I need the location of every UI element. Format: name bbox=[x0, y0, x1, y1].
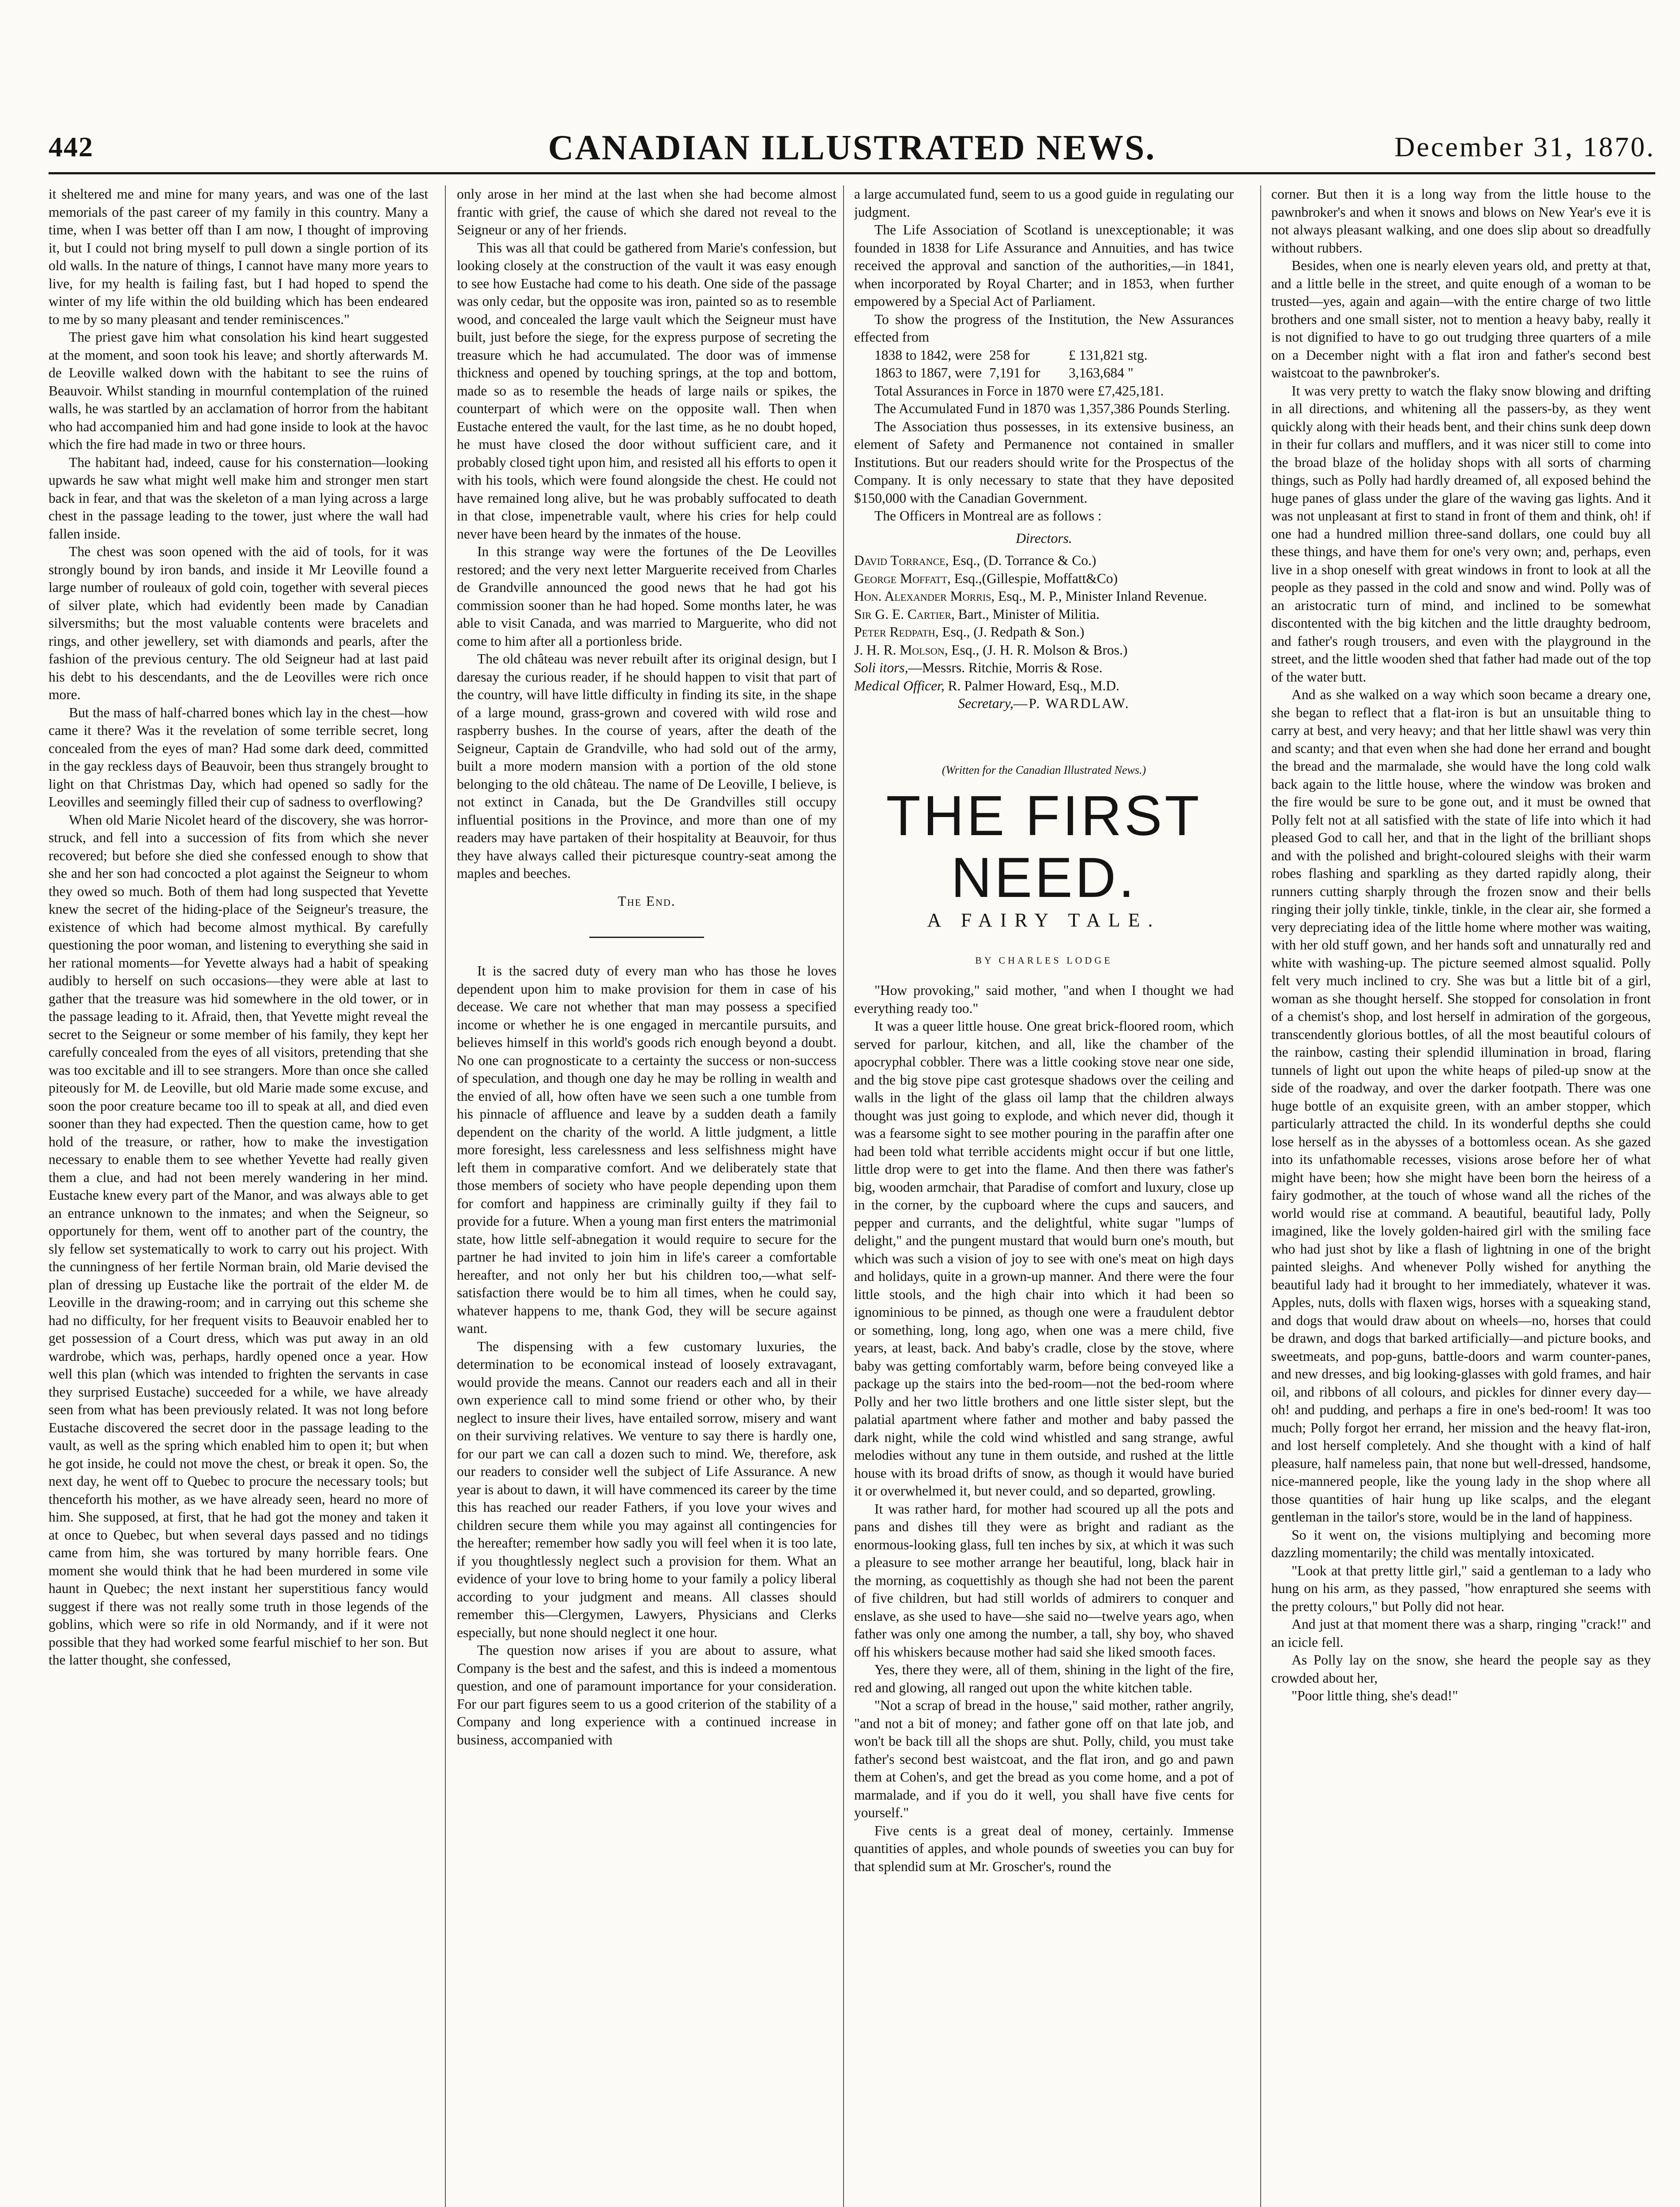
article-paragraph: It is the sacred duty of every man who has those he loves dependent upon him to make provision for them in case of his decease. We care not whether that man may possess a specified income or whether he is one engaged in mercantile pursuits, and believes himself in this world's goods rich enough beyond a doubt. No one can prognosticate to a certainty the success or non-success of speculation, and though one day he may be rolling in wealth and the envied of all, how often have we seen such a one tumble from his pinnacle of affluence and leave by a sudden death a family dependent on the charity of the world. A little judgment, a little more foresight, less carelessness and less selfishness might have left them in comparative comfort. And we deliberately state that those members of society who have people depending upon them for comfort and happiness are criminally guilty if they fail to provide for a future. When a young man first enters the matrimonial state, how little self-abnegation it would require to secure for the partner he had invited to join him in life's career a comfortable hereafter, and not only her but his children too,—what self-satisfaction there would be to him all times, when he could say, whatever happens to me, thank God, they will be secure against want. bbox=[457, 963, 836, 1336]
story-title: THE FIRST NEED. bbox=[886, 784, 1202, 909]
story-paragraph: This was all that could be gathered from Marie's confession, but looking closely at the construction of the vault it was easy enough to see how Eustache had come to his death. One side of the passage was only cedar, but the opposite was iron, painted so as to resemble wood, and concealed the large vault which the Seigneur must have built, just before the siege, for the express purpose of secreting the treasure which he had accumulated. The door was of immense thickness and opened by touching springs, at the top and bottom, made so as to resemble the heads of large nails or spikes, the counterpart of which were on the opposite wall. Then when Eustache entered the vault, for the last time, as he no doubt hoped, he must have closed the door without sufficient care, and it probably closed tight upon him, and resisted all his efforts to open it with his tools, which were found alongside the chest. He could not have remained long alive, but he was probably suffocated to death in that close, impenetrable vault, where his cries for help could never have been heard by the inmates of the house. bbox=[457, 240, 836, 542]
paper-title: CANADIAN ILLUSTRATED NEWS. bbox=[548, 128, 1156, 167]
officer-entry bbox=[854, 659, 1234, 677]
the-end-label: The End. bbox=[618, 893, 676, 909]
article-paragraph: The Officers in Montreal are as follows : bbox=[874, 508, 1102, 524]
story-paragraph: And just at that moment there was a sharp, ringing "crack!" and an icicle fell. bbox=[1271, 1616, 1651, 1650]
column-4 bbox=[1271, 185, 1651, 2207]
story-paragraph: "Poor little thing, she's dead!" bbox=[1292, 1688, 1458, 1703]
director-name: Peter Redpath, bbox=[854, 624, 939, 640]
column-1 bbox=[49, 185, 428, 2207]
section-divider bbox=[589, 937, 704, 938]
assurance-years: 1863 to 1867, were bbox=[874, 365, 982, 380]
column-rule bbox=[1260, 185, 1261, 2207]
article-paragraph: To show the progress of the Institution, the New Assurances effected from bbox=[854, 311, 1234, 345]
director-entry bbox=[854, 641, 1234, 659]
story-paragraph: As Polly lay on the snow, she heard the people say as they crowded about her, bbox=[1271, 1652, 1651, 1686]
assurance-amount: £ 131,821 stg. bbox=[1069, 347, 1148, 363]
officer-detail: —Messrs. Ritchie, Morris & Rose. bbox=[908, 660, 1103, 675]
story-paragraph: Yes, there they were, all of them, shining in the light of the fire, red and glowing, all ranged out upon the white kitchen table. bbox=[854, 1662, 1234, 1695]
story-paragraph: It was very pretty to watch the flaky snow blowing and drifting in all directions, and whitening all the passers-by, as they went quickly along with their heads bent, and their chins sunk deep down in their fur collars and mufflers, and it was nicer still to come into the broad blaze of the holiday shops with all sorts of charming things, such as Polly had hardly dreamed of, all exposed behind the huge panes of glass under the glare of the waving gas lights. And it was not unpleasant at first to stand in front of them and think, oh! if one had a hundred million three-sand dollars, one could buy all these things, and have them for one's very own; and, perhaps, even live in a shop oneself with great windows in front to look at all the people as they passed in the cold and snow and wind. Polly was of an aristocratic turn of mind, and inclined to be somewhat discontented with the big kitchen and the little draughty bedroom, and father's rough trousers, and even with the playground in the street, and the little wooden shed that father had made out of the top of the water butt. bbox=[1271, 383, 1651, 685]
story-paragraph: only arose in her mind at the last when she had become almost frantic with grief, the cause of which she dared not reveal to the Seigneur or any of her friends. bbox=[457, 186, 836, 237]
story-paragraph: When old Marie Nicolet heard of the discovery, she was horror-struck, and fell into a succession of fits from which she never recovered; but before she died she confessed enough to show that she and her son had concocted a plot against the Seigneur to whom they owed so much. Both of them had long suspected that Yevette knew the secret of the hiding-place of the Seigneur's treasure, the existence of which had become almost mythical. By carefully questioning the poor woman, and listening to everything she said in her rational moments—for Yevette always had a habit of speaking audibly to herself on such occasions—they were able at last to gather that the treasure was hid somewhere in the old tower, or in the passage leading to it. Afraid, then, that Yevette might reveal the secret to the Seigneur or some member of his family, they kept her carefully concealed from the eyes of all visitors, pretending that she was too excitable and ill to see strangers. More than once she called piteously for M. de Leoville, but old Marie made some excuse, and soon the poor creature became too ill to speak at all, and died even sooner than they had expected. Then the question came, how to get hold of the treasure, or rather, how to make the investigation necessary to enable them to see whether Yevette had really given them a clue, and had not been merely wandering in her mind. Eustache knew every part of the Manor, and was always able to get an entrance unknown to the inmates; and when the Seigneur, so opportunely for them, went off to another part of the country, the sly fellow set systematically to work to carry out his project. With the cunningness of her fertile Norman brain, old Marie devised the plan of dressing up Eustache like the portrait of the elder M. de Leoville in the drawing-room; and in carrying out this scheme she had no difficulty, for her frequent visits to Beauvoir enabled her to get possession of a Court dress, which was put away in an old wardrobe, which was, perhaps, hardly opened once a year. How well this plan (which was intended to frighten the servants in case they surprised Eustache) succeeded for a while, we have already seen from what has been previously related. It was not long before Eustache discovered the secret door in the passage leading to the vault, as well as the spring which enabled him to open it; but when he got inside, he could not move the chest, or break it open. So, the next day, he went off to Quebec to procure the necessary tools; but thenceforth his mother, as we have already seen, heard no more of him. She supposed, at first, that he had got the money and taken it at once to Quebec, but when several days passed and no tidings came from him, she was tortured by many horrible fears. One moment she would think that he had been murdered in some vile haunt in Quebec; the next instant her superstitious fancy would suggest if there was not really some truth in those legends of the goblins, which were so rife in old Normandy, and if it were not possible that they had worked some fearful mischief to her son. But the latter thought, she confessed, bbox=[49, 812, 428, 1668]
column-2 bbox=[457, 185, 836, 2207]
story-paragraph: "Not a scrap of bread in the house," said mother, rather angrily, "and not a bit of money; and father gone off on that late job, and won't be back till all the shops are shut. Polly, child, you must take father's second best waistcoat, and the flat iron, and go and pawn them at Cohen's, and get the bread as you come home, and a pot of marmalade, and if you do it well, you shall have five cents for yourself." bbox=[854, 1698, 1234, 1820]
story-paragraph: It was rather hard, for mother had scoured up all the pots and pans and dishes till they were as bright and radiant as the enormous-looking glass, full ten inches by six, at which it was such a pleasure to see mother arrange her beautiful, long, black hair in the morning, as coquettishly as though she had not been the parent of five children, but had still worlds of admirers to conquer and enslave, as she used to have—she said no—twelve years ago, when father was only one among the number, a tall, shy boy, who shaved off his whiskers because mother had said she liked smooth faces. bbox=[854, 1501, 1234, 1660]
director-detail: Esq., (D. Torrance & Co.) bbox=[952, 553, 1096, 568]
officer-role: Medical Officer, bbox=[854, 678, 945, 693]
story-paragraph: So it went on, the visions multiplying and becoming more dazzling momentarily; the child was mentally intoxicated. bbox=[1271, 1527, 1651, 1560]
column-3 bbox=[854, 185, 1234, 2207]
director-entry bbox=[854, 623, 1234, 641]
story-paragraph: The chest was soon opened with the aid of tools, for it was strongly bound by iron bands, and inside it Mr Leoville found a large number of rouleaux of gold coin, together with several pieces of silver plate, which had evidently been made by Canadian silversmiths; but the most valuable contents were bracelets and rings, and other jewellery, set with diamonds and pearls, after the fashion of the previous century. The old Seigneur had at last paid his debt to his descendants, and the de Leovilles were rich once more. bbox=[49, 544, 428, 702]
director-name: Sir G. E. Cartier, bbox=[854, 606, 955, 622]
director-detail: Bart., Minister of Militia. bbox=[958, 606, 1100, 622]
story-paragraph: "Look at that pretty little girl," said a gentleman to a lady who hung on his arm, as they passed, "how enraptured she seems with the pretty colours," but Polly did not hear. bbox=[1271, 1563, 1651, 1614]
story-byline: BY CHARLES LODGE bbox=[975, 954, 1113, 966]
story-paragraph: And as she walked on a way which soon became a dreary one, she began to reflect that a flat-iron is but an unsuitable thing to carry at best, and very heavy; and that her little shawl was very thin and scanty; and that even when she had done her errand and bought the bread and the marmalade, she would have the long cold walk back again to the little house, where the window was broken and the fire would be sure to be gone out, and it must be owned that Polly felt not at all satisfied with the state of life into which it had pleased God to call her, and that in the light of the brilliant shops and with the polished and bright-coloured sleighs with their warm robes flashing and sparkling as they darted rapidly along, their runners cutting sharply through the frozen snow and their bells ringing their jolly tinkle, tinkle, tinkle, in the clear air, she formed a very depreciating idea of the little home where mother was waiting, with her old stuff gown, and her hands soft and unnaturally red and white with washing-up. The picture seemed almost squalid. Polly felt very much inclined to cry. She was but a little bit of a girl, woman as she thought herself. She stopped for consolation in front of a chemist's shop, and lost herself in admiration of the gorgeous, transcendently glorious bottles, of all the most beautiful colours of the rainbow, casting their splendid illumination in broad, flaring tunnels of light out upon the white heaps of piled-up snow at the side of the roadway, and over the darker footpath. There was one huge bottle of an exquisite green, with an amber stopper, which particularly attracted the child. In its wonderful depths she could lose herself as in the abysses of a bottomless ocean. As she gazed into its unfathomable recesses, visions arose before her of what might have been; how she might have been born the heiress of a fairy godmother, at the touch of whose wand all the riches of the world would rise at command. A beautiful, beautiful lady, Polly imagined, like the lovely golden-haired girl with the smiling face who had just shot by like a flash of lightning in one of the bright painted sleighs. And whenever Polly wished for anything the beautiful lady had it brought to her immediately, whatever it was. Apples, nuts, dolls with flaxen wigs, horses with a squeaking stand, and dogs that would draw about on wheels—no, horses that could be drawn, and dogs that barked artificially—and picture books, and sweetmeats, and pop-guns, battle-doors and warm counter-panes, and new dresses, and big looking-glasses with gold frames, and hair oil, and ribbons of all colours, and pickles for dinner every day—oh! and pudding, and perhaps a fire in one's bed-room! It was too much; Polly forgot her errand, her mission and the heavy flat-iron, and lost herself completely. And she thought with a kind of half pleasure, half nameless pain, that none but well-dressed, handsome, nice-mannered people, like the young lady in the shop where all those quantities of hair hung up like scalps, and the elegant gentleman in the tailor's store, would be in the land of happiness. bbox=[1271, 687, 1651, 1525]
directors-heading: Directors. bbox=[1016, 530, 1072, 546]
director-name: George Moffatt, bbox=[854, 570, 951, 586]
director-name: David Torrance, bbox=[854, 553, 949, 568]
article-paragraph: The Accumulated Fund in 1870 was 1,357,386 Pounds Sterling. bbox=[874, 401, 1230, 416]
article-paragraph: The dispensing with a few customary luxuries, the determination to be economical instead of loosely extravagant, would provide the means. Cannot our readers each and all in their own experience call to mind some friend or other who, by their neglect to insure their lives, have entailed sorrow, misery and want on their surviving relatives. We venture to say there is hardly one, for our part we can call a dozen such to mind. We, therefore, ask our readers to consider well the subject of Life Assurance. A new year is about to dawn, it will have commenced its career by the time this has reached our reader Fathers, if you love your wives and children secure them while you may against all contingencies for the hereafter; remember how sadly you will feel when it is too late, if you thoughtlessly neglect such a provision for them. What an evidence of your love to bring home to your family a policy liberal according to your judgment and means. All classes should remember this—Clergymen, Lawyers, Physicians and Clerks especially, but none should neglect it one hour. bbox=[457, 1338, 836, 1640]
assurance-row bbox=[854, 346, 1234, 365]
officer-entry bbox=[854, 677, 1234, 695]
article-paragraph: a large accumulated fund, seem to us a good guide in regulating our judgment. bbox=[854, 186, 1234, 220]
secretary-name: —P. WARDLAW. bbox=[1013, 696, 1130, 711]
story-paragraph: In this strange way were the fortunes of the De Leovilles restored; and the very next letter Marguerite received from Charles de Grandville announced the good news that he had got his commission sooner than he had hoped. Some months later, he was able to visit Canada, and was married to Marguerite, who did not come to him after all a portionless bride. bbox=[457, 544, 836, 649]
story-paragraph: it sheltered me and mine for many years, and was one of the last memorials of the past career of my family in this country. Many a time, when I was better off than I am now, I thought of improving it, but I could not bring myself to pull down a single portion of its old walls. In the nature of things, I cannot have many more years to live, for my health is failing fast, but I had hoped to spend the winter of my life within the old building which has been endeared to me by so many pleasant and tender reminiscences." bbox=[49, 186, 428, 327]
assurance-amount: 3,163,684 " bbox=[1069, 365, 1134, 380]
article-paragraph: The Life Association of Scotland is unexceptionable; it was founded in 1838 for Life Assurance and Annuities, and has twice received the approval and sanction of the authorities,—in 1841, when incorporated by Royal Charter; and in 1853, when further empowered by a Special Act of Parliament. bbox=[854, 222, 1234, 309]
director-entry bbox=[854, 588, 1234, 606]
director-entry bbox=[854, 570, 1234, 588]
story-note: (Written for the Canadian Illustrated News.) bbox=[942, 763, 1146, 776]
assurance-policies: 7,191 for bbox=[989, 365, 1040, 380]
story-paragraph: Five cents is a great deal of money, certainly. Immense quantities of apples, and whole pounds of sweeties you can buy for that splendid sum at Mr. Groscher's, round the bbox=[854, 1823, 1234, 1874]
director-entry bbox=[854, 606, 1234, 624]
story-paragraph: But the mass of half-charred bones which lay in the chest—how came it there? Was it the revelation of some terrible secret, long concealed from the eyes of man? Had some dark deed, committed in the gay reckless days of Beauvoir, been thus strangely brought to light on that Christmas Day, which had opened so sadly for the Leovilles and seemingly filled their cup of sadness to overflowing? bbox=[49, 704, 428, 810]
column-rule bbox=[843, 185, 844, 2207]
story-paragraph: The old château was never rebuilt after its original design, but I daresay the curious reader, if he should happen to visit that part of the country, will have little difficulty in finding its site, in the shape of a large mound, grass-grown and covered with wild rose and raspberry bushes. In the course of years, after the death of the Seigneur, Captain de Grandville, who had sold out of the army, built a more modern mansion with a portion of the old stone belonging to the old château. The name of De Leoville, I believe, is not extinct in Canada, but the De Grandvilles still occupy influential positions in the Province, and more than one of my readers may have partaken of their hospitality at Beauvoir, for thus they have always called their picturesque country-seat among the maples and beeches. bbox=[457, 651, 836, 881]
assurance-years: 1838 to 1842, were bbox=[874, 347, 982, 363]
director-name: J. H. R. Molson, bbox=[854, 642, 948, 658]
assurance-row bbox=[854, 364, 1234, 382]
secretary-entry bbox=[854, 695, 1234, 713]
director-detail: Esq., (J. H. R. Molson & Bros.) bbox=[951, 642, 1128, 658]
director-entry bbox=[854, 552, 1234, 570]
assurance-policies: 258 for bbox=[989, 347, 1030, 363]
masthead bbox=[49, 128, 1655, 174]
secretary-role: Secretary, bbox=[958, 696, 1014, 711]
story-paragraph: "How provoking," said mother, "and when I thought we had everything ready too." bbox=[854, 983, 1234, 1016]
director-detail: Esq., (J. Redpath & Son.) bbox=[942, 624, 1085, 640]
director-name: Hon. Alexander Morris, bbox=[854, 588, 995, 604]
issue-date: December 31, 1870. bbox=[1394, 131, 1655, 162]
director-detail: Esq., M. P., Minister Inland Revenue. bbox=[998, 588, 1207, 604]
officer-role: Soli itors, bbox=[854, 660, 908, 675]
story-paragraph: Besides, when one is nearly eleven years old, and pretty at that, and a little belle in the street, and quite enough of a woman to be trusted—yes, again and again—with the entire charge of two little brothers and one small sister, not to mention a heavy baby, really it is not dignified to have to go out trudging three quarters of a mile on a December night with a flat iron and father's second best waistcoat to the pawnbroker's. bbox=[1271, 258, 1651, 380]
page-number: 442 bbox=[49, 131, 94, 162]
article-paragraph: The Association thus possesses, in its extensive business, an element of Safety and Permanence not contained in smaller Institutions. But our readers should write for the Prospectus of the Company. It is only necessary to state that they have deposited $150,000 with the Canadian Government. bbox=[854, 418, 1234, 506]
story-paragraph: It was a queer little house. One great brick-floored room, which served for parlour, kitchen, and all, like the chamber of the apocryphal cobbler. There was a little cooking stove near one side, and the big stove pipe cast grotesque shadows over the ceiling and walls in the light of the glass oil lamp that the children always thought was just going to explode, and which never did, though it was a fearsome sight to see mother pouring in the paraffin after one had been told what terrible accidents might occur if but one little, little drop were to get into the flame. And then there was father's big, wooden armchair, that Paradise of comfort and luxury, close up in the corner, by the cupboard where the cups and saucers, and pepper and currants, and the delightful, white sugar "lumps of delight," and the pungent mustard that would burn one's mouth, but which was such a vision of joy to see with one's meat on high days and holidays, quite in a grown-up manner. And there were the four little stools, and the high chair into which it had been so ignominious to be pinned, as though one were a fraudulent debtor or something, long, long ago, when one was a mere child, five years, at least, back. And baby's cradle, close by the stove, where baby was getting comfortably warm, before being conveyed like a package up the stairs into the bed-room—not the bed-room where Polly and her two little brothers and one little sister slept, but the palatial apartment where father and mother and baby passed the dark night, while the cold wind whistled and sang strange, awful melodies without any tune in them outside, and rushed at the little house with its broad drifts of snow, as though it would have buried it or overwhelmed it, but never could, and so departed, growling. bbox=[854, 1018, 1234, 1499]
story-paragraph: The priest gave him what consolation his kind heart suggested at the moment, and soon took his leave; and shortly afterwards M. de Leoville walked down with the habitant to see the ruins of Beauvoir. Whilst standing in mournful contemplation of the ruined walls, he was startled by an acclamation of horror from the habitant who had accompanied him and had gone inside to look at the havoc which the fire had made in two or three hours. bbox=[49, 329, 428, 452]
story-paragraph: The habitant had, indeed, cause for his consternation—looking upwards he saw what might well make him and stronger men start back in fear, and that was the skeleton of a man lying across a large chest in the passage leading to the tower, just where the wall had fallen inside. bbox=[49, 454, 428, 542]
director-detail: Esq.,(Gillespie, Moffatt&Co) bbox=[954, 570, 1118, 586]
story-subtitle: A FAIRY TALE. bbox=[927, 909, 1161, 931]
story-paragraph: corner. But then it is a long way from the little house to the pawnbroker's and when it snows and blows on New Year's eve it is not always pleasant walking, and one does slip about so dreadfully without rubbers. bbox=[1271, 186, 1651, 256]
officer-detail: R. Palmer Howard, Esq., M.D. bbox=[948, 678, 1120, 693]
column-rule bbox=[445, 185, 446, 2207]
article-paragraph: The question now arises if you are about to assure, what Company is the best and the safest, and this is indeed a momentous question, and one of paramount importance for your consideration. For our part figures seem to us a good criterion of the stability of a Company and long experience with a continued increase in business, accompanied with bbox=[457, 1642, 836, 1748]
article-paragraph: Total Assurances in Force in 1870 were £7,425,181. bbox=[874, 383, 1164, 399]
